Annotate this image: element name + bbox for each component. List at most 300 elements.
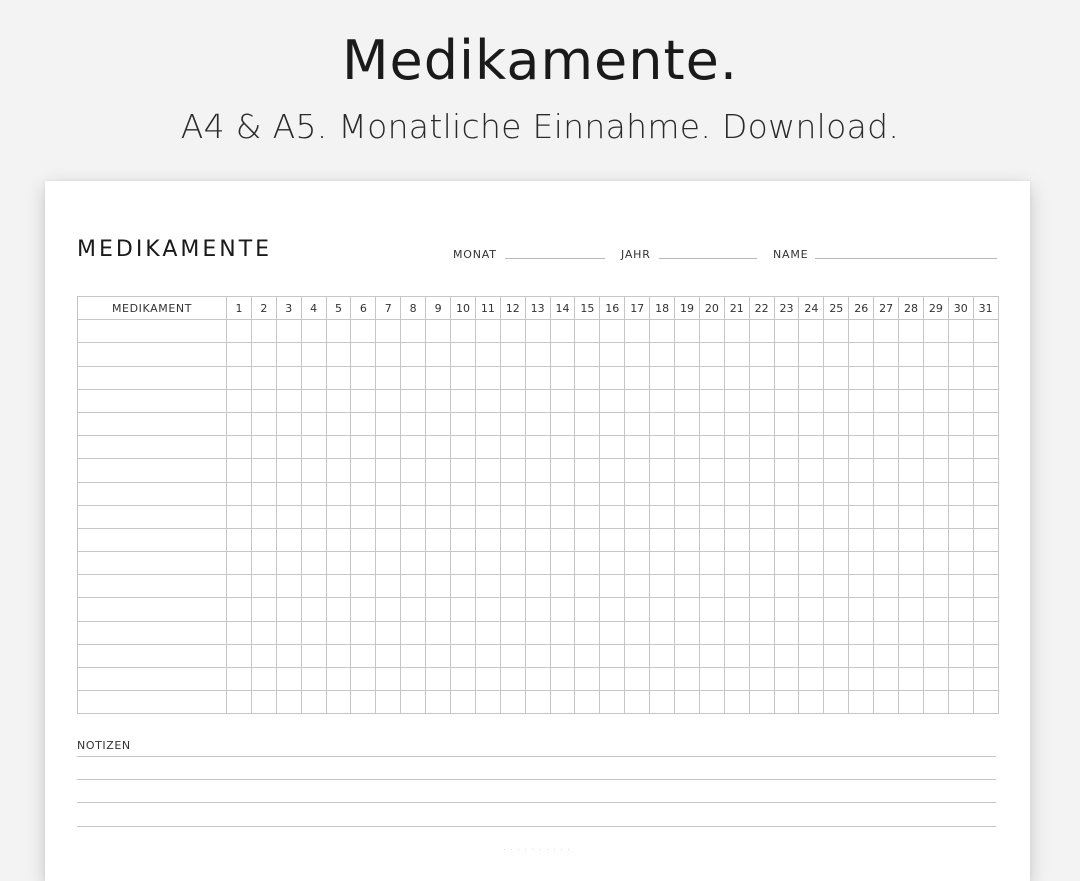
day-check-cell[interactable] [351, 320, 376, 343]
day-check-cell[interactable] [923, 343, 948, 366]
day-check-cell[interactable] [550, 621, 575, 644]
day-check-cell[interactable] [650, 482, 675, 505]
day-check-cell[interactable] [774, 412, 799, 435]
day-check-cell[interactable] [351, 528, 376, 551]
day-check-cell[interactable] [699, 668, 724, 691]
day-check-cell[interactable] [401, 621, 426, 644]
day-check-cell[interactable] [724, 552, 749, 575]
day-check-cell[interactable] [625, 668, 650, 691]
day-check-cell[interactable] [301, 644, 326, 667]
day-check-cell[interactable] [351, 644, 376, 667]
day-check-cell[interactable] [724, 621, 749, 644]
day-check-cell[interactable] [749, 320, 774, 343]
day-check-cell[interactable] [749, 668, 774, 691]
day-check-cell[interactable] [948, 528, 973, 551]
day-check-cell[interactable] [749, 505, 774, 528]
day-check-cell[interactable] [899, 482, 924, 505]
day-check-cell[interactable] [675, 343, 700, 366]
day-check-cell[interactable] [948, 552, 973, 575]
medication-name-cell[interactable] [78, 343, 227, 366]
day-check-cell[interactable] [774, 366, 799, 389]
day-check-cell[interactable] [301, 575, 326, 598]
day-check-cell[interactable] [550, 389, 575, 412]
day-check-cell[interactable] [550, 644, 575, 667]
day-check-cell[interactable] [600, 668, 625, 691]
day-check-cell[interactable] [699, 505, 724, 528]
day-check-cell[interactable] [475, 412, 500, 435]
day-check-cell[interactable] [351, 505, 376, 528]
day-check-cell[interactable] [351, 389, 376, 412]
day-check-cell[interactable] [849, 575, 874, 598]
day-check-cell[interactable] [575, 644, 600, 667]
day-check-cell[interactable] [699, 482, 724, 505]
day-check-cell[interactable] [227, 621, 252, 644]
medication-name-cell[interactable] [78, 575, 227, 598]
day-check-cell[interactable] [227, 459, 252, 482]
day-check-cell[interactable] [923, 598, 948, 621]
day-check-cell[interactable] [600, 598, 625, 621]
day-check-cell[interactable] [799, 575, 824, 598]
day-check-cell[interactable] [451, 505, 476, 528]
day-check-cell[interactable] [525, 598, 550, 621]
day-check-cell[interactable] [799, 459, 824, 482]
day-check-cell[interactable] [351, 459, 376, 482]
day-check-cell[interactable] [451, 459, 476, 482]
day-check-cell[interactable] [625, 621, 650, 644]
day-check-cell[interactable] [351, 575, 376, 598]
day-check-cell[interactable] [675, 528, 700, 551]
day-check-cell[interactable] [401, 668, 426, 691]
day-check-cell[interactable] [525, 552, 550, 575]
day-check-cell[interactable] [301, 320, 326, 343]
day-check-cell[interactable] [899, 505, 924, 528]
day-check-cell[interactable] [500, 389, 525, 412]
day-check-cell[interactable] [774, 459, 799, 482]
day-check-cell[interactable] [251, 320, 276, 343]
day-check-cell[interactable] [426, 436, 451, 459]
day-check-cell[interactable] [500, 644, 525, 667]
day-check-cell[interactable] [351, 436, 376, 459]
day-check-cell[interactable] [575, 528, 600, 551]
day-check-cell[interactable] [575, 389, 600, 412]
day-check-cell[interactable] [849, 691, 874, 714]
day-check-cell[interactable] [724, 389, 749, 412]
day-check-cell[interactable] [923, 552, 948, 575]
day-check-cell[interactable] [525, 482, 550, 505]
day-check-cell[interactable] [550, 668, 575, 691]
day-check-cell[interactable] [475, 644, 500, 667]
day-check-cell[interactable] [973, 436, 998, 459]
day-check-cell[interactable] [351, 366, 376, 389]
day-check-cell[interactable] [973, 389, 998, 412]
day-check-cell[interactable] [874, 459, 899, 482]
day-check-cell[interactable] [600, 343, 625, 366]
day-check-cell[interactable] [401, 389, 426, 412]
day-check-cell[interactable] [475, 528, 500, 551]
day-check-cell[interactable] [774, 389, 799, 412]
day-check-cell[interactable] [451, 389, 476, 412]
day-check-cell[interactable] [923, 668, 948, 691]
day-check-cell[interactable] [675, 552, 700, 575]
day-check-cell[interactable] [774, 644, 799, 667]
day-check-cell[interactable] [525, 343, 550, 366]
day-check-cell[interactable] [923, 644, 948, 667]
day-check-cell[interactable] [625, 482, 650, 505]
day-check-cell[interactable] [948, 621, 973, 644]
day-check-cell[interactable] [276, 482, 301, 505]
day-check-cell[interactable] [401, 598, 426, 621]
day-check-cell[interactable] [251, 691, 276, 714]
day-check-cell[interactable] [973, 320, 998, 343]
day-check-cell[interactable] [849, 598, 874, 621]
day-check-cell[interactable] [699, 436, 724, 459]
day-check-cell[interactable] [600, 412, 625, 435]
day-check-cell[interactable] [923, 482, 948, 505]
day-check-cell[interactable] [475, 436, 500, 459]
medication-name-cell[interactable] [78, 552, 227, 575]
day-check-cell[interactable] [749, 575, 774, 598]
day-check-cell[interactable] [973, 412, 998, 435]
day-check-cell[interactable] [600, 528, 625, 551]
day-check-cell[interactable] [376, 668, 401, 691]
day-check-cell[interactable] [227, 644, 252, 667]
day-check-cell[interactable] [824, 598, 849, 621]
day-check-cell[interactable] [650, 575, 675, 598]
day-check-cell[interactable] [326, 575, 351, 598]
day-check-cell[interactable] [351, 343, 376, 366]
day-check-cell[interactable] [525, 575, 550, 598]
day-check-cell[interactable] [251, 366, 276, 389]
day-check-cell[interactable] [824, 320, 849, 343]
day-check-cell[interactable] [874, 320, 899, 343]
day-check-cell[interactable] [376, 552, 401, 575]
day-check-cell[interactable] [724, 505, 749, 528]
day-check-cell[interactable] [849, 528, 874, 551]
day-check-cell[interactable] [525, 644, 550, 667]
day-check-cell[interactable] [600, 552, 625, 575]
day-check-cell[interactable] [650, 598, 675, 621]
day-check-cell[interactable] [874, 412, 899, 435]
day-check-cell[interactable] [749, 644, 774, 667]
note-line[interactable] [77, 826, 996, 827]
day-check-cell[interactable] [525, 366, 550, 389]
day-check-cell[interactable] [675, 691, 700, 714]
day-check-cell[interactable] [899, 389, 924, 412]
day-check-cell[interactable] [500, 598, 525, 621]
day-check-cell[interactable] [276, 505, 301, 528]
day-check-cell[interactable] [874, 691, 899, 714]
day-check-cell[interactable] [749, 366, 774, 389]
medication-name-cell[interactable] [78, 366, 227, 389]
day-check-cell[interactable] [699, 320, 724, 343]
day-check-cell[interactable] [600, 389, 625, 412]
day-check-cell[interactable] [525, 459, 550, 482]
day-check-cell[interactable] [824, 505, 849, 528]
day-check-cell[interactable] [500, 320, 525, 343]
day-check-cell[interactable] [426, 668, 451, 691]
day-check-cell[interactable] [650, 552, 675, 575]
day-check-cell[interactable] [426, 644, 451, 667]
day-check-cell[interactable] [600, 644, 625, 667]
day-check-cell[interactable] [749, 412, 774, 435]
day-check-cell[interactable] [724, 575, 749, 598]
day-check-cell[interactable] [426, 552, 451, 575]
day-check-cell[interactable] [451, 412, 476, 435]
day-check-cell[interactable] [301, 528, 326, 551]
day-check-cell[interactable] [724, 459, 749, 482]
day-check-cell[interactable] [376, 320, 401, 343]
day-check-cell[interactable] [774, 575, 799, 598]
day-check-cell[interactable] [326, 436, 351, 459]
day-check-cell[interactable] [799, 598, 824, 621]
day-check-cell[interactable] [500, 575, 525, 598]
day-check-cell[interactable] [426, 343, 451, 366]
day-check-cell[interactable] [251, 412, 276, 435]
day-check-cell[interactable] [451, 668, 476, 691]
day-check-cell[interactable] [625, 389, 650, 412]
day-check-cell[interactable] [227, 598, 252, 621]
day-check-cell[interactable] [376, 459, 401, 482]
day-check-cell[interactable] [227, 482, 252, 505]
day-check-cell[interactable] [251, 552, 276, 575]
day-check-cell[interactable] [500, 482, 525, 505]
name-field[interactable] [815, 258, 997, 259]
day-check-cell[interactable] [301, 412, 326, 435]
day-check-cell[interactable] [749, 389, 774, 412]
day-check-cell[interactable] [625, 644, 650, 667]
day-check-cell[interactable] [774, 528, 799, 551]
day-check-cell[interactable] [575, 505, 600, 528]
day-check-cell[interactable] [948, 505, 973, 528]
day-check-cell[interactable] [376, 644, 401, 667]
day-check-cell[interactable] [849, 668, 874, 691]
day-check-cell[interactable] [550, 482, 575, 505]
day-check-cell[interactable] [451, 552, 476, 575]
day-check-cell[interactable] [625, 320, 650, 343]
day-check-cell[interactable] [500, 459, 525, 482]
day-check-cell[interactable] [276, 575, 301, 598]
medication-name-cell[interactable] [78, 621, 227, 644]
day-check-cell[interactable] [326, 552, 351, 575]
day-check-cell[interactable] [824, 366, 849, 389]
day-check-cell[interactable] [749, 598, 774, 621]
day-check-cell[interactable] [724, 343, 749, 366]
day-check-cell[interactable] [351, 598, 376, 621]
day-check-cell[interactable] [650, 366, 675, 389]
day-check-cell[interactable] [948, 575, 973, 598]
day-check-cell[interactable] [749, 343, 774, 366]
day-check-cell[interactable] [451, 343, 476, 366]
day-check-cell[interactable] [699, 343, 724, 366]
day-check-cell[interactable] [675, 505, 700, 528]
day-check-cell[interactable] [899, 436, 924, 459]
day-check-cell[interactable] [675, 482, 700, 505]
day-check-cell[interactable] [600, 621, 625, 644]
day-check-cell[interactable] [923, 575, 948, 598]
day-check-cell[interactable] [475, 575, 500, 598]
day-check-cell[interactable] [650, 668, 675, 691]
day-check-cell[interactable] [699, 552, 724, 575]
day-check-cell[interactable] [749, 552, 774, 575]
day-check-cell[interactable] [874, 668, 899, 691]
day-check-cell[interactable] [973, 505, 998, 528]
day-check-cell[interactable] [500, 436, 525, 459]
day-check-cell[interactable] [401, 412, 426, 435]
note-line[interactable] [77, 779, 996, 780]
day-check-cell[interactable] [799, 366, 824, 389]
day-check-cell[interactable] [724, 366, 749, 389]
day-check-cell[interactable] [426, 691, 451, 714]
day-check-cell[interactable] [401, 575, 426, 598]
day-check-cell[interactable] [799, 320, 824, 343]
day-check-cell[interactable] [251, 575, 276, 598]
day-check-cell[interactable] [874, 389, 899, 412]
day-check-cell[interactable] [500, 366, 525, 389]
day-check-cell[interactable] [724, 482, 749, 505]
medication-name-cell[interactable] [78, 598, 227, 621]
day-check-cell[interactable] [824, 343, 849, 366]
day-check-cell[interactable] [973, 552, 998, 575]
day-check-cell[interactable] [376, 389, 401, 412]
day-check-cell[interactable] [575, 320, 600, 343]
day-check-cell[interactable] [724, 528, 749, 551]
day-check-cell[interactable] [774, 343, 799, 366]
day-check-cell[interactable] [351, 691, 376, 714]
day-check-cell[interactable] [749, 691, 774, 714]
day-check-cell[interactable] [899, 598, 924, 621]
day-check-cell[interactable] [625, 366, 650, 389]
day-check-cell[interactable] [276, 528, 301, 551]
day-check-cell[interactable] [849, 389, 874, 412]
day-check-cell[interactable] [575, 412, 600, 435]
day-check-cell[interactable] [550, 343, 575, 366]
day-check-cell[interactable] [550, 436, 575, 459]
day-check-cell[interactable] [500, 691, 525, 714]
day-check-cell[interactable] [774, 691, 799, 714]
day-check-cell[interactable] [376, 691, 401, 714]
note-line[interactable] [77, 756, 996, 757]
day-check-cell[interactable] [326, 691, 351, 714]
day-check-cell[interactable] [774, 552, 799, 575]
day-check-cell[interactable] [699, 366, 724, 389]
day-check-cell[interactable] [973, 459, 998, 482]
day-check-cell[interactable] [351, 621, 376, 644]
day-check-cell[interactable] [326, 644, 351, 667]
day-check-cell[interactable] [923, 320, 948, 343]
day-check-cell[interactable] [923, 691, 948, 714]
day-check-cell[interactable] [500, 505, 525, 528]
day-check-cell[interactable] [675, 575, 700, 598]
day-check-cell[interactable] [500, 343, 525, 366]
day-check-cell[interactable] [475, 552, 500, 575]
day-check-cell[interactable] [525, 528, 550, 551]
day-check-cell[interactable] [301, 691, 326, 714]
day-check-cell[interactable] [948, 644, 973, 667]
day-check-cell[interactable] [475, 668, 500, 691]
day-check-cell[interactable] [500, 552, 525, 575]
day-check-cell[interactable] [699, 691, 724, 714]
day-check-cell[interactable] [426, 482, 451, 505]
day-check-cell[interactable] [899, 320, 924, 343]
day-check-cell[interactable] [625, 505, 650, 528]
day-check-cell[interactable] [724, 320, 749, 343]
day-check-cell[interactable] [550, 366, 575, 389]
day-check-cell[interactable] [824, 412, 849, 435]
day-check-cell[interactable] [451, 691, 476, 714]
day-check-cell[interactable] [227, 668, 252, 691]
day-check-cell[interactable] [874, 552, 899, 575]
day-check-cell[interactable] [475, 482, 500, 505]
day-check-cell[interactable] [899, 691, 924, 714]
day-check-cell[interactable] [874, 505, 899, 528]
day-check-cell[interactable] [426, 575, 451, 598]
day-check-cell[interactable] [749, 528, 774, 551]
day-check-cell[interactable] [849, 552, 874, 575]
day-check-cell[interactable] [426, 459, 451, 482]
day-check-cell[interactable] [426, 389, 451, 412]
day-check-cell[interactable] [824, 552, 849, 575]
medication-name-cell[interactable] [78, 668, 227, 691]
day-check-cell[interactable] [923, 459, 948, 482]
day-check-cell[interactable] [899, 343, 924, 366]
day-check-cell[interactable] [525, 389, 550, 412]
day-check-cell[interactable] [600, 320, 625, 343]
day-check-cell[interactable] [899, 366, 924, 389]
day-check-cell[interactable] [326, 621, 351, 644]
day-check-cell[interactable] [426, 621, 451, 644]
medication-name-cell[interactable] [78, 436, 227, 459]
day-check-cell[interactable] [276, 668, 301, 691]
day-check-cell[interactable] [376, 482, 401, 505]
day-check-cell[interactable] [227, 552, 252, 575]
day-check-cell[interactable] [675, 644, 700, 667]
day-check-cell[interactable] [301, 366, 326, 389]
day-check-cell[interactable] [301, 389, 326, 412]
day-check-cell[interactable] [874, 644, 899, 667]
day-check-cell[interactable] [575, 598, 600, 621]
day-check-cell[interactable] [276, 412, 301, 435]
day-check-cell[interactable] [774, 505, 799, 528]
day-check-cell[interactable] [401, 552, 426, 575]
day-check-cell[interactable] [525, 412, 550, 435]
day-check-cell[interactable] [276, 621, 301, 644]
day-check-cell[interactable] [948, 459, 973, 482]
day-check-cell[interactable] [326, 668, 351, 691]
day-check-cell[interactable] [650, 691, 675, 714]
day-check-cell[interactable] [799, 505, 824, 528]
day-check-cell[interactable] [799, 436, 824, 459]
day-check-cell[interactable] [849, 343, 874, 366]
day-check-cell[interactable] [650, 389, 675, 412]
day-check-cell[interactable] [227, 412, 252, 435]
day-check-cell[interactable] [351, 482, 376, 505]
day-check-cell[interactable] [301, 482, 326, 505]
day-check-cell[interactable] [227, 366, 252, 389]
day-check-cell[interactable] [849, 320, 874, 343]
day-check-cell[interactable] [276, 366, 301, 389]
day-check-cell[interactable] [699, 459, 724, 482]
day-check-cell[interactable] [600, 505, 625, 528]
day-check-cell[interactable] [774, 621, 799, 644]
day-check-cell[interactable] [401, 366, 426, 389]
day-check-cell[interactable] [799, 343, 824, 366]
day-check-cell[interactable] [251, 343, 276, 366]
day-check-cell[interactable] [675, 412, 700, 435]
day-check-cell[interactable] [550, 528, 575, 551]
day-check-cell[interactable] [326, 320, 351, 343]
day-check-cell[interactable] [426, 528, 451, 551]
day-check-cell[interactable] [849, 621, 874, 644]
